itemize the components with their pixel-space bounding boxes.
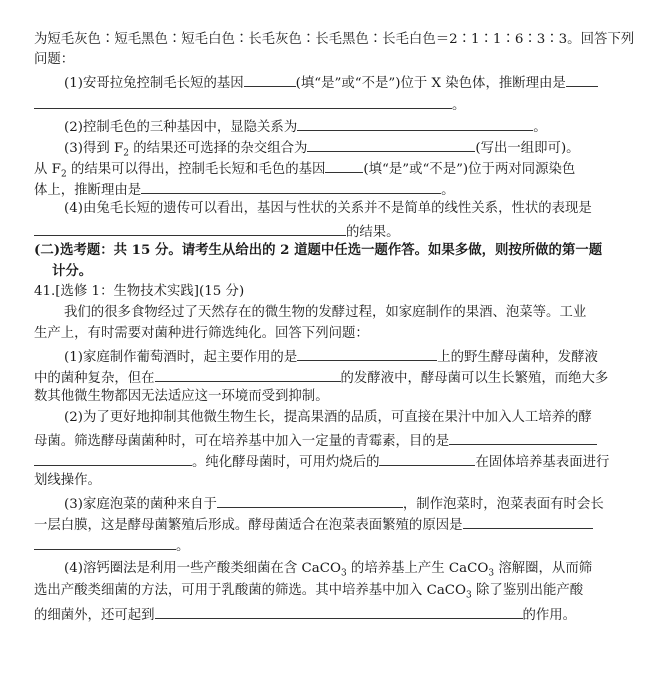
text: (2)控制毛色的三种基因中，显隐关系为	[64, 120, 298, 135]
text: 一层白膜，这是酵母菌繁殖后形成。酵母菌适合在泡菜表面繁殖的原因是	[34, 518, 463, 533]
sub-question-3-line	[64, 493, 614, 511]
text-line	[34, 94, 614, 112]
text: 数其他微生物都因无法适应这一环境而受到抑制。	[34, 389, 329, 404]
answer-blank[interactable]	[449, 430, 597, 445]
sub-question-2-line	[64, 409, 614, 427]
text: (1)家庭制作葡萄酒时，起主要作用的是	[64, 350, 298, 365]
text: (写出一组即可)。	[475, 141, 580, 156]
text: (2)为了更好地抑制其他微生物生长，提高果酒的品质，可直接在果汁中加入人工培养的酵	[64, 410, 592, 425]
text-line	[34, 179, 614, 197]
text: 溶解圈，从而筛	[494, 561, 593, 576]
text: 生产上，有时需要对菌种进行筛选纯化。回答下列问题：	[34, 326, 369, 341]
subscript: 3	[340, 568, 347, 579]
answer-blank[interactable]	[155, 604, 523, 619]
text: 中的菌种复杂，但在	[34, 371, 155, 386]
section-heading	[34, 241, 614, 259]
text: 划线操作。	[34, 473, 101, 488]
text-line	[64, 304, 614, 322]
text: 的结果还可选择的杂交组合为	[129, 141, 308, 156]
text: 的作用。	[522, 608, 577, 623]
text-line	[34, 582, 614, 600]
text-line	[34, 388, 614, 406]
text: 。纯化酵母菌时，可用灼烧后的	[192, 455, 380, 470]
text-line	[34, 451, 614, 469]
answer-blank[interactable]	[34, 535, 176, 550]
text-line	[34, 514, 614, 532]
text: 问题：	[34, 52, 75, 67]
text: 41.[选修 1：生物技术实践](15 分)	[34, 284, 245, 299]
text: 体上，推断理由是	[34, 183, 142, 198]
text: 。	[452, 98, 466, 113]
answer-blank[interactable]	[379, 451, 475, 466]
answer-blank[interactable]	[297, 116, 533, 131]
text: 除了鉴别出能产酸	[471, 583, 584, 598]
text: (4)由兔毛长短的遗传可以看出，基因与性状的关系并不是简单的线性关系，性状的表现是	[64, 201, 592, 216]
answer-blank[interactable]	[463, 514, 593, 529]
text-line	[34, 51, 614, 69]
text: 。	[441, 183, 455, 198]
answer-blank[interactable]	[217, 493, 403, 508]
answer-blank[interactable]	[155, 367, 341, 382]
text: 的结果。	[346, 225, 400, 240]
text: 上的野生酵母菌种，发酵液	[437, 350, 598, 365]
text: (二)选考题：共 15 分。请考生从给出的 2 道题中任选一题作答。如果多做，则按所做的第一题	[34, 242, 603, 258]
answer-blank[interactable]	[307, 137, 475, 152]
question-1-line	[64, 72, 614, 90]
text: 我们的很多食物经过了天然存在的微生物的发酵过程，如家庭制作的果酒、泡菜等。工业	[64, 305, 587, 320]
text: (填“是”或“不是”)位于 X 染色体，推断理由是	[295, 76, 566, 91]
text: (填“是”或“不是”)位于两对同源染色	[363, 162, 576, 177]
question-3-line	[64, 137, 614, 159]
text-line	[34, 472, 614, 490]
text-line	[34, 367, 614, 385]
text: 。	[533, 120, 547, 135]
subscript: 3	[466, 590, 472, 601]
text: 的培养基上产生 CaCO	[346, 561, 489, 576]
sub-question-1-line	[64, 346, 614, 364]
text: 母菌。筛选酵母菌菌种时，可在培养基中加入一定量的青霉素，目的是	[34, 434, 450, 449]
answer-blank[interactable]	[34, 94, 452, 109]
text-line	[34, 604, 614, 622]
text: 从 F	[34, 162, 61, 177]
text: 为短毛灰色∶短毛黑色∶短毛白色∶长毛灰色∶长毛黑色∶长毛白色＝2∶1∶1∶6∶3∶3。回答下列	[34, 32, 635, 47]
answer-blank[interactable]	[34, 221, 346, 236]
text-line	[34, 158, 614, 180]
section-heading	[52, 262, 632, 280]
text-line	[34, 221, 614, 239]
text-line	[34, 31, 635, 49]
text: ，制作泡菜时，泡菜表面有时会长	[402, 497, 604, 512]
text: 在固体培养基表面进行	[475, 455, 610, 470]
subscript: 2	[123, 148, 130, 159]
answer-blank[interactable]	[34, 451, 192, 466]
text: (1)安哥拉兔控制毛长短的基因	[64, 76, 244, 91]
question-4-line	[64, 200, 614, 218]
text-line	[34, 325, 614, 343]
text: 。	[176, 539, 190, 554]
subscript: 2	[60, 169, 67, 180]
subscript: 3	[488, 568, 495, 579]
text: (3)得到 F	[64, 141, 124, 156]
text: 的发酵液中，酵母菌可以生长繁殖，而绝大多	[340, 371, 609, 386]
question-41-title	[34, 283, 614, 301]
answer-blank[interactable]	[244, 72, 296, 87]
question-2-line	[64, 116, 614, 134]
text: 选出产酸类细菌的方法，可用于乳酸菌的筛选。其中培养基中加入 CaCO	[34, 583, 467, 598]
sub-question-4-line	[64, 560, 614, 578]
answer-blank[interactable]	[566, 72, 598, 87]
text-line	[34, 430, 614, 448]
text: (4)溶钙圈法是利用一些产酸类细菌在含 CaCO	[64, 561, 341, 576]
text: 计分。	[52, 263, 93, 279]
text: 的细菌外，还可起到	[34, 608, 155, 623]
answer-blank[interactable]	[297, 346, 437, 361]
text-line	[34, 535, 614, 553]
text: 的结果可以得出，控制毛长短和毛色的基因	[66, 162, 326, 177]
answer-blank[interactable]	[141, 179, 441, 194]
text: (3)家庭泡菜的菌种来自于	[64, 497, 217, 512]
answer-blank[interactable]	[325, 158, 363, 173]
